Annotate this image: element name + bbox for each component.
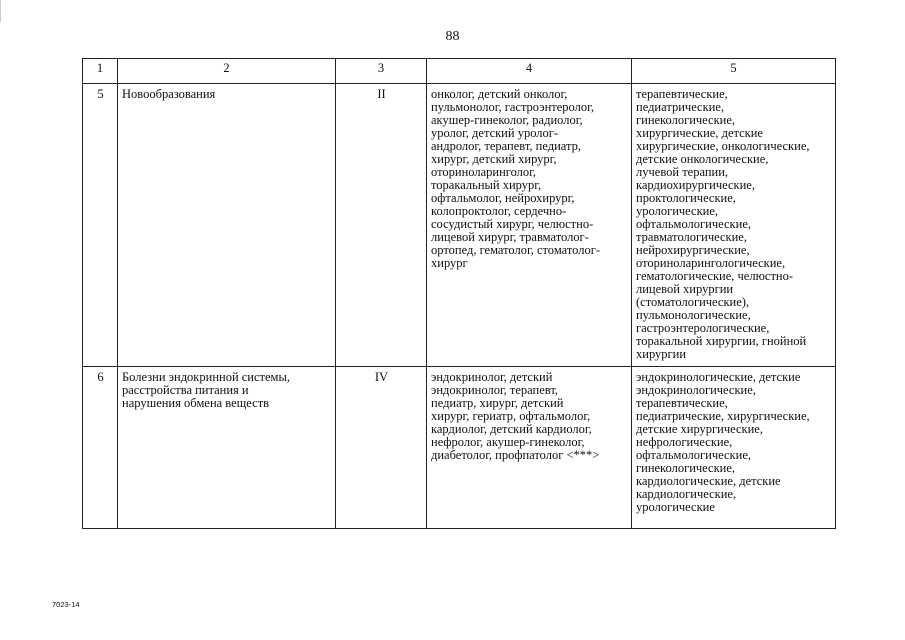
cell-line: андролог, терапевт, педиатр, — [431, 139, 581, 153]
cell-line: кардиологические, детские — [636, 474, 781, 488]
cell-line: торакальной хирургии, гнойной — [636, 334, 807, 348]
cell-line: детские онкологические, — [636, 152, 769, 166]
cell-line: лицевой хирург, травматолог- — [431, 230, 589, 244]
cell-line: эндокринолог, терапевт, — [431, 383, 559, 397]
cell-line: травматологические, — [636, 230, 747, 244]
cell-line: оториноларингологические, — [636, 256, 786, 270]
cell-line: пульмонолог, гастроэнтеролог, — [431, 100, 594, 114]
cell-line: хирургические, детские — [636, 126, 763, 140]
header-col-3: 3 — [336, 59, 427, 84]
cell-line: гематологические, челюстно- — [636, 269, 794, 283]
cell-line: акушер-гинеколог, радиолог, — [431, 113, 583, 127]
cell-line: сосудистый хирург, челюстно- — [431, 217, 594, 231]
cell-line: офтальмологические, — [636, 217, 751, 231]
cell-line: нефрологические, — [636, 435, 733, 449]
header-col-2: 2 — [118, 59, 336, 84]
care-level: II — [336, 84, 427, 367]
cell-line: Болезни эндокринной системы, — [122, 370, 290, 384]
care-level: IV — [336, 367, 427, 529]
crop-mark — [0, 0, 1, 22]
cell-line: кардиохирургические, — [636, 178, 755, 192]
cell-line: колопроктолог, сердечно- — [431, 204, 567, 218]
row-number: 6 — [83, 367, 118, 529]
cell-line: педиатрические, хирургические, — [636, 409, 810, 423]
cell-line: офтальмологические, — [636, 448, 751, 462]
cell-line: торакальный хирург, — [431, 178, 542, 192]
disease-group — [118, 84, 336, 367]
cell-line: кардиолог, детский кардиолог, — [431, 422, 592, 436]
table-row — [83, 84, 836, 367]
cell-line: хирургии — [636, 347, 687, 361]
cell-line: эндокринолог, детский — [431, 370, 553, 384]
specialists-list — [427, 367, 632, 529]
cell-line: гинекологические, — [636, 461, 736, 475]
cell-line: диабетолог, профпатолог <***> — [431, 448, 600, 462]
cell-line: расстройства питания и — [122, 383, 249, 397]
cell-line: педиатрические, — [636, 100, 725, 114]
cell-line: нейрохирургические, — [636, 243, 750, 257]
cell-line: нарушения обмена веществ — [122, 396, 270, 410]
cell-line: лучевой терапии, — [636, 165, 729, 179]
cell-line: урологические — [636, 500, 715, 514]
document-code: 7023-14 — [52, 600, 80, 609]
cell-line: хирургические, онкологические, — [636, 139, 810, 153]
cell-line: хирург, гериатр, офтальмолог, — [431, 409, 591, 423]
medical-profile-table — [82, 58, 836, 529]
cell-line: пульмонологические, — [636, 308, 751, 322]
cell-line: офтальмолог, нейрохирург, — [431, 191, 575, 205]
header-col-1: 1 — [83, 59, 118, 84]
cell-line: онколог, детский онколог, — [431, 87, 568, 101]
cell-line: уролог, детский уролог- — [431, 126, 559, 140]
cell-line: Новообразования — [122, 87, 216, 101]
table-row — [83, 367, 836, 529]
cell-line: оториноларинголог, — [431, 165, 536, 179]
cell-line: нефролог, акушер-гинеколог, — [431, 435, 585, 449]
cell-line: урологические, — [636, 204, 719, 218]
cell-line: эндокринологические, детские — [636, 370, 801, 384]
page-number: 88 — [445, 29, 460, 44]
row-number: 5 — [83, 84, 118, 367]
cell-line: ортопед, гематолог, стоматолог- — [431, 243, 601, 257]
cell-line: проктологические, — [636, 191, 736, 205]
cell-line: лицевой хирургии — [636, 282, 734, 296]
bed-profiles-list — [632, 367, 836, 529]
cell-line: хирург — [431, 256, 468, 270]
cell-line: гастроэнтерологические, — [636, 321, 770, 335]
table-header-row — [83, 59, 836, 84]
cell-line: хирург, детский хирург, — [431, 152, 557, 166]
bed-profiles-list — [632, 84, 836, 367]
cell-line: гинекологические, — [636, 113, 736, 127]
cell-line: терапевтические, — [636, 87, 728, 101]
cell-line: кардиологические, — [636, 487, 737, 501]
specialists-list — [427, 84, 632, 367]
cell-line: терапевтические, — [636, 396, 728, 410]
header-col-5: 5 — [632, 59, 836, 84]
cell-line: детские хирургические, — [636, 422, 763, 436]
cell-line: педиатр, хирург, детский — [431, 396, 564, 410]
disease-group — [118, 367, 336, 529]
header-col-4: 4 — [427, 59, 632, 84]
cell-line: эндокринологические, — [636, 383, 756, 397]
cell-line: (стоматологические), — [636, 295, 750, 309]
